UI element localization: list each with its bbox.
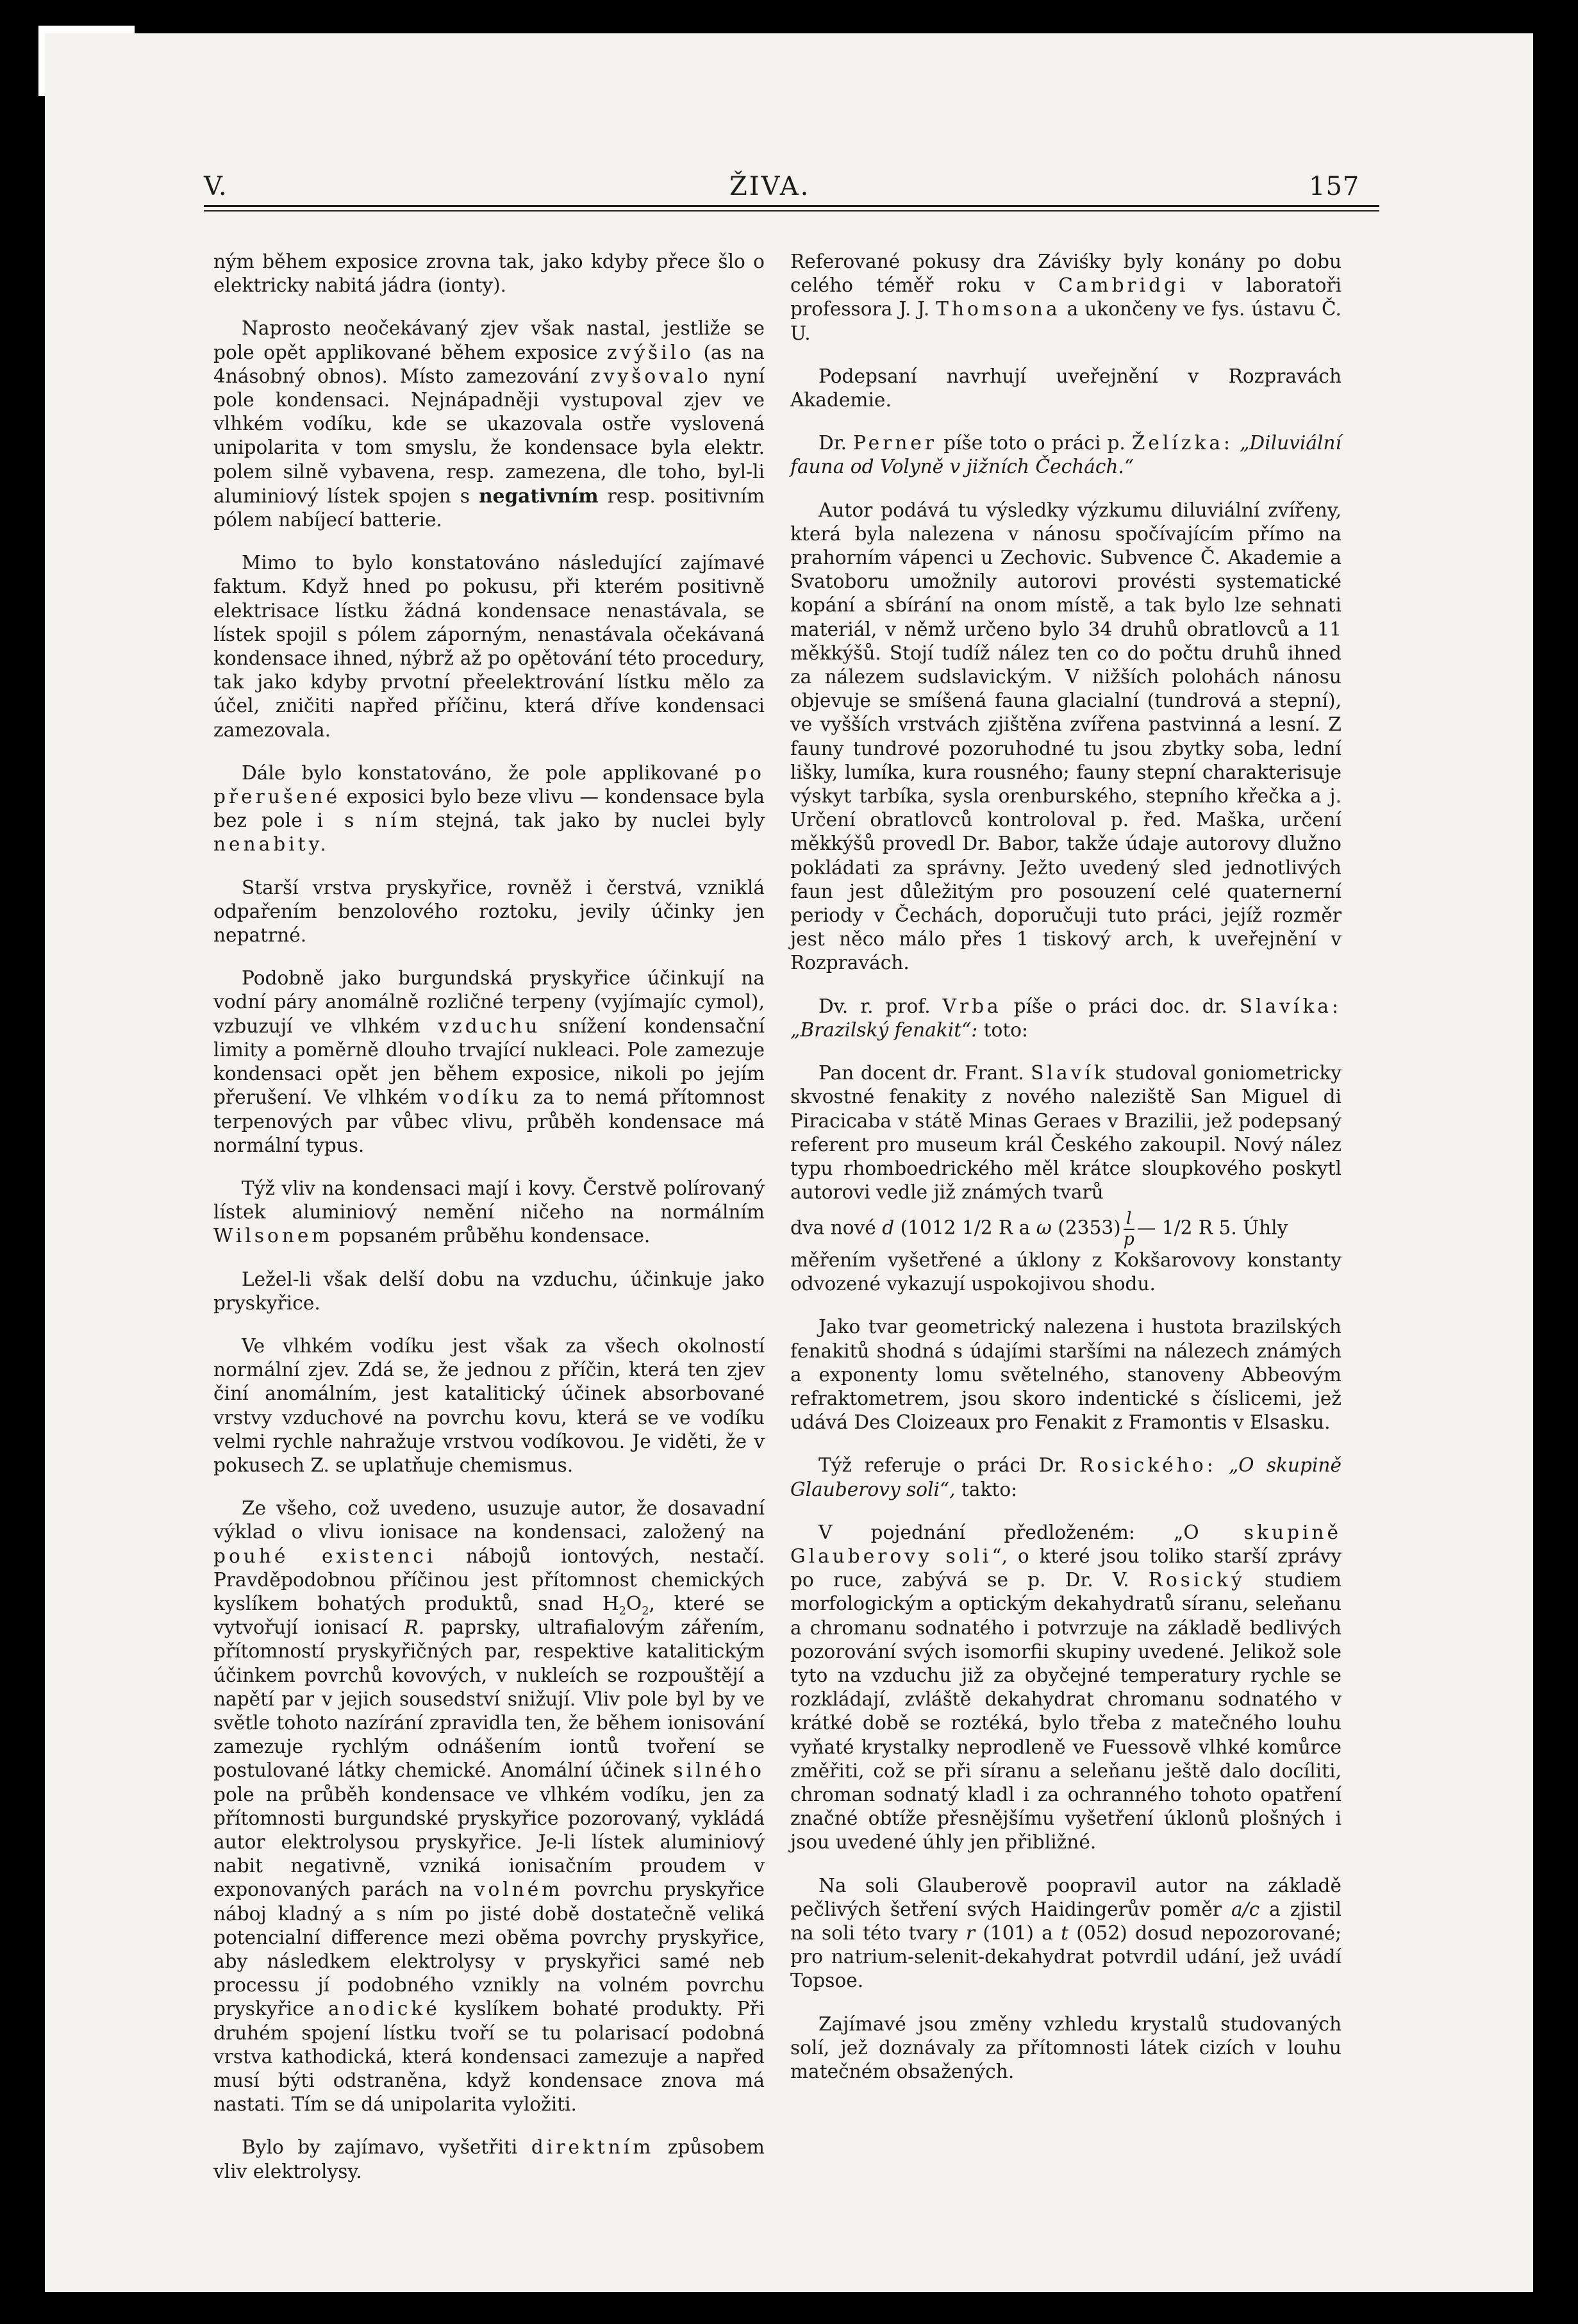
paragraph: Týž referuje o práci Dr. Rosického: „O skupině Glauberovy soli“, takto: [790, 1454, 1341, 1500]
paragraph: Mimo to bylo konstatováno následující zajímavé faktum. Když hned po pokusu, při kterém positivně elektrisace lístku žádná kondensace nenastávala, se lístek spojil s pólem záporným, nenastávala očekávaná kondensace ihned, nýbrž až po opětování této procedury, tak jako kdyby prvotní přeelektrování lístku mělo za účel, zničiti napřed příčinu, která dříve kondensaci zamezovala. [213, 552, 765, 741]
fraction: $\frac{l}{p}$ [1123, 1209, 1134, 1249]
paragraph: Ležel-li však delší dobu na vzduchu, účinkuje jako pryskyřice. [213, 1268, 765, 1314]
paragraph: Autor podává tu výsledky výzkumu diluviální zvířeny, která byla nalezena v nánosu spočívajícím přímo na prahorním vápenci u Zechovic. Subvence Č. Akademie a Svatoboru umožnily autorovi provésti systematické kopání a sbírání na onom místě, a tak bylo lze sehnati materiál, v němž určeno bylo 34 druhů obratlovců a 11 měkkýšů. Stojí tudíž nález ten co do počtu druhů ihned za nálezem sudslavickým. V nižších polohách nánosu objevuje se smíšená fauna glacialní (tundrová a stepní), ve vyšších vrstvách zjištěna zvířena pastvinná a lesní. Z fauny tundrové pozoruhodné tu jsou zbytky soba, lední lišky, lumíka, kura rousného; fauny stepní charakterisuje výskyt tarbíka, sysla orenburského, stepního křečka a j. Určení obratlovců kontroloval p. řed. Maška, určení měkkýšů provedl Dr. Babor, takže údaje autorovy dlužno pokládati za správny. Ježto uvedený sled jednotlivých faun jest důležitým pro posouzení celé quaternerní periody v Čechách, doporučuji tuto práci, jejíž rozměr jest něco málo přes 1 tiskový arch, k uveřejnění v Rozpravách. [790, 499, 1341, 974]
paragraph: ným během exposice zrovna tak, jako kdyby přece šlo o elektricky nabitá jádra (ionty). [213, 251, 765, 297]
journal-title: ŽIVA. [729, 172, 811, 201]
paragraph: Pan docent dr. Frant. Slavík studoval goniometricky skvostné fenakity z nového naleziště San Miguel di Piracicaba v státě Minas Geraes v Brazilii, jež podepsaný referent pro museum král Českého zakoupil. Nový nález typu rhomboedrického měl krátce sloupkového poskytl autorovi vedle již známých tvarů [790, 1062, 1341, 1204]
volume-number: V. [204, 172, 228, 201]
paragraph: Dv. r. prof. Vrba píše o práci doc. dr. Slavíka: „Brazilský fenakit“: toto: [790, 995, 1341, 1041]
paragraph: Podobně jako burgundská pryskyřice účinkují na vodní páry anomálně rozličné terpeny (vyjímajíc cymol), vzbuzují ve vlhkém vzduchu snížení kondensační limity a poměrně dlouho trvající nukleaci. Pole zamezuje kondensaci opět jen během exposice, nikoli po jejím přerušení. Ve vlhkém vodíku za to nemá přítomnost terpenových par vůbec vlivu, průběh kondensace má normální typus. [213, 967, 765, 1156]
paragraph: Ve vlhkém vodíku jest však za všech okolností normální zjev. Zdá se, že jednou z příčin, která ten zjev činí anomálním, jest katalitický účinek absorbované vrstvy vzduchové na povrchu kovu, která se ve vodíku velmi rychle nahražuje vrstvou vodíkovou. Je viděti, že v pokusech Z. se uplatňuje chemismus. [213, 1334, 765, 1476]
paragraph: Dr. Perner píše toto o práci p. Želízka: „Diluviální fauna od Volyně v jižních Čechách.“ [790, 432, 1341, 478]
paragraph: Na soli Glauberově poopravil autor na základě pečlivých šetření svých Haidingerův poměr a/c a zjistil na soli této tvary r (101) a t (052) dosud nepozorované; pro natrium-selenit-dekahydrat potvrdil udání, jež uvádí Topsoe. [790, 1874, 1341, 1992]
paragraph: Starší vrstva pryskyřice, rovněž i čerstvá, vzniklá odpařením benzolového roztoku, jevily účinky jen nepatrné. [213, 876, 765, 947]
paragraph: V pojednání předloženém: „O skupině Glauberovy soli“, o které jsou toliko starší zprávy po ruce, zabývá se p. Dr. V. Rosický studiem morfologickým a optickým dekahydratů síranu, seleňanu a chromanu sodnatého i potvrzuje na základě bedlivých pozorování svých isomorfii skupiny uvedené. Jelikož sole tyto na vzduchu již za obyčejné temperatury rychle se rozkládají, zvláště dekahydrat chromanu sodnatého v krátké době se roztéká, bylo třeba z matečného louhu vyňaté krystalky neprodleně ve Fuessově vlhké komůrce změřiti, což se při síranu a seleňanu ještě dalo docíliti, chroman sodnatý kladl i za ochranného tohoto opatření značné obtíže přesnějšímu vyšetření úklonů plošných i jsou uvedené úhly jen přibližné. [790, 1521, 1341, 1854]
page-header [204, 172, 1379, 210]
paragraph: Bylo by zajímavo, vyšetřiti direktním způsobem vliv elektrolysy. [213, 2136, 765, 2182]
paragraph: Podepsaní navrhují uveřejnění v Rozpravách Akademie. [790, 365, 1341, 411]
page-number: 157 [1309, 172, 1360, 201]
paragraph: Dále bylo konstatováno, že pole applikované po přerušené exposici bylo beze vlivu — kondensace byla bez pole i s ním stejná, tak jako by nuclei byly nenabity. [213, 761, 765, 856]
header-rule-double [204, 210, 1379, 212]
paragraph: Týž vliv na kondensaci mají i kovy. Čerstvě polírovaný lístek aluminiový nemění ničeho na normálním Wilsonem popsaném průběhu kondensace. [213, 1177, 765, 1247]
paragraph: Jako tvar geometrický nalezena i hustota brazilských fenakitů shodná s údajími staršími na nálezech známých a exponenty lomu světelného, stanoveny Abbeovým refraktometrem, jsou skoro indentické s číslicemi, jež udává Des Cloizeaux pro Fenakit z Framontis v Elsasku. [790, 1316, 1341, 1434]
paragraph: Referované pokusy dra Záviśky byly konány po dobu celého téměř roku v Cambridgi v laboratoři professora J. J. Thomsona a ukončeny ve fys. ústavu Č. U. [790, 251, 1341, 344]
paragraph: Ze všeho, což uvedeno, usuzuje autor, že dosavadní výklad o vlivu ionisace na kondensaci, založený na pouhé existenci nábojů iontových, nestačí. Pravděpodobnou příčinou jest přítomnost chemických kyslíkem bohatých produktů, snad $H_2O_2$, které se vytvořují ionisací R. paprsky, ultrafialovým zářením, přítomností pryskyřičných par, respektive katalitickým účinkem povrchů kovových, v nukleích se rozpouštějí a napětí par v jejich sousedství snižují. Vliv pole byl by ve světle tohoto nazírání zpravidla ten, že během ionisování zamezuje rychlým odnášením iontů tvoření se postulované látky chemické. Anomální účinek silného pole na průběh kondensace ve vlhkém vodíku, jen za přítomnosti burgundské pryskyřice pozorovaný, vykládá autor elektrolysou pryskyřice. Je-li lístek aluminiový nabit negativně, vzniká ionisačním proudem v exponovaných parách na volném povrchu pryskyřice náboj kladný a s ním po jisté době dostatečně veliká potencialní difference mezi oběma povrchy pryskyřice, aby následkem elektrolysy v pryskyřici samé neb processu jí podobného vznikly na volném povrchu pryskyřice anodické kyslíkem bohaté produkty. Při druhém spojení lístku tvoří se tu polarisací podobná vrstva kathodická, která kondensaci zamezuje a napřed musí býti odstraněna, když kondensace znova má nastati. Tím se dá unipolarita vyložiti. [213, 1497, 765, 2116]
paragraph: Naprosto neočekávaný zjev však nastal, jestliže se pole opět applikované během exposice zvýšilo (as na 4násobný obnos). Místo zamezování zvyšovalo nyní pole kondensaci. Nejnápadněji vystupoval zjev ve vlhkém vodíku, kde se ukazovala ostře vyslovená unipolarita v tom smyslu, že kondensace byla elektr. polem silně vybavena, resp. zamezena, dle toho, byl-li aluminiový lístek spojen s negativním resp. positivním pólem nabíjecí batterie. [213, 317, 765, 531]
right-column [790, 250, 1341, 2103]
paragraph: Zajímavé jsou změny vzhledu krystalů studovaných solí, jež doznávaly za přítomnosti látek cizích v louhu matečném obsažených. [790, 2013, 1341, 2082]
formula-line: dva nové d (1012 1/2 R a ω (2353) $\frac{l}{p}$ — 1/2 R 5. Úhly [790, 1209, 1288, 1249]
left-column [213, 250, 765, 2203]
paragraph: měřením vyšetřené a úklony z Kokšarovovy konstanty odvozené vykazují uspokojivou shodu. [790, 1249, 1341, 1295]
header-rule [204, 205, 1379, 207]
